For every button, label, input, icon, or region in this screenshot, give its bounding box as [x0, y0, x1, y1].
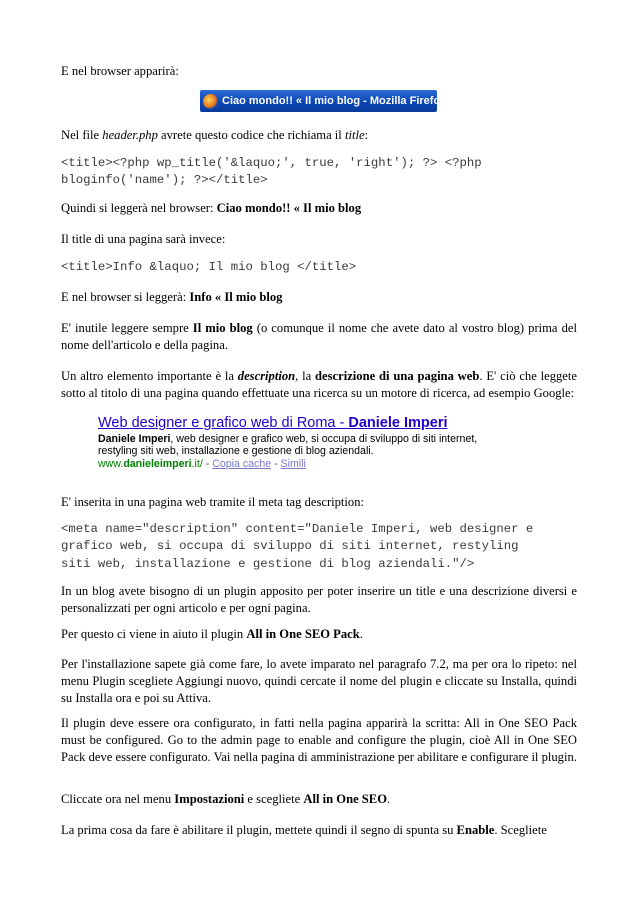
code-block-title-tag: <title><?php wp_title('&laquo;', true, 'right'); ?> <?php bloginfo('name'); ?></title> — [61, 156, 482, 188]
paragraph-useless-blog-name — [61, 320, 577, 354]
menu-all-in-one-seo: All in One SEO — [303, 792, 388, 806]
firefox-titlebar-image — [200, 90, 447, 112]
url-prefix: www. — [98, 457, 124, 470]
browser-title-example: Ciao mondo!! « Il mio blog — [216, 201, 362, 215]
text: Per questo ci viene in aiuto il plugin — [61, 627, 247, 641]
text: E nel browser si leggerà: — [61, 290, 190, 304]
plugin-name: All in One SEO Pack — [246, 627, 360, 641]
google-result-snippet — [98, 433, 478, 458]
text: Un altro elemento importante è la — [61, 369, 238, 383]
paragraph-description — [61, 368, 577, 402]
paragraph-page-title — [61, 231, 577, 248]
text: . E' ciò che leggete sotto al titolo di una pagina quando effettuate una ricerca su un motore di ricerca, ad esempio Google: — [61, 369, 577, 400]
description-term: description — [237, 369, 296, 383]
code-block-meta-description: <meta name="description" content="Daniele Imperi, web designer e grafico web, si occupa di sviluppo di siti internet, restyling siti web, installazione e gestione di blog aziendali."/> — [61, 522, 534, 571]
enable-option: Enable — [456, 823, 495, 837]
paragraph-plugin-name — [61, 626, 577, 643]
page-title-example: Info « Il mio blog — [189, 290, 283, 304]
text: E' inutile leggere sempre — [61, 321, 193, 335]
snippet-bold: Daniele Imperi — [98, 433, 171, 445]
text: : — [364, 128, 369, 142]
text: Nel file — [61, 128, 103, 142]
text: La prima cosa da fare è abilitare il plugin, mettete quindi il segno di spunta su — [61, 823, 457, 837]
title-bold: Daniele Imperi — [348, 415, 448, 431]
snippet-text: , web designer e grafico web, si occupa di sviluppo di siti internet, restyling siti web, installazione e gestione di blog aziendali. — [98, 433, 478, 458]
similar-link: Simili — [280, 457, 306, 470]
text: Cliccate ora nel menu — [61, 792, 175, 806]
code-block-page-title: <title>Info &laquo; Il mio blog </title> — [61, 260, 357, 274]
google-result-image — [98, 414, 478, 471]
url-suffix: .it/ — [191, 457, 203, 470]
text: . — [359, 627, 363, 641]
paragraph-settings-menu — [61, 791, 577, 808]
separator: - — [202, 457, 213, 470]
text: In un blog avete bisogno di un plugin apposito per poter inserire un title e una descrizione diversi e personalizzati per ogni articolo e per ogni pagina. — [61, 584, 577, 615]
paragraph-plugin-need — [61, 583, 577, 617]
paragraph-header-php — [61, 127, 577, 144]
google-result-url-line — [98, 458, 478, 471]
file-name: header.php — [102, 128, 158, 142]
paragraph-page-browser-result — [61, 289, 577, 306]
description-definition: descrizione di una pagina web — [315, 369, 480, 383]
paragraph-configuration — [61, 715, 577, 766]
text: Il title di una pagina sarà invece: — [61, 232, 226, 246]
text: , la — [295, 369, 316, 383]
firefox-window-title: Ciao mondo!! « Il mio blog - Mozilla Firefox — [222, 95, 447, 107]
paragraph-browser-intro — [61, 63, 577, 80]
separator: - — [271, 457, 281, 470]
firefox-icon — [203, 94, 218, 109]
title-text: Web designer e grafico web di Roma - — [98, 415, 349, 431]
url-domain: danieleimperi — [123, 457, 192, 470]
paragraph-installation — [61, 656, 577, 707]
text: . — [387, 792, 391, 806]
text: . Scegliete — [494, 823, 547, 837]
paragraph-browser-result — [61, 200, 577, 217]
cache-link: Copia cache — [212, 457, 272, 470]
text: avrete questo codice che richiama il — [157, 128, 345, 142]
text: E' inserita in una pagina web tramite il meta tag description: — [61, 495, 365, 509]
text: Quindi si leggerà nel browser: — [61, 201, 217, 215]
text: e scegliete — [244, 792, 304, 806]
paragraph-enable-plugin — [61, 822, 577, 839]
menu-impostazioni: Impostazioni — [174, 792, 245, 806]
title-term: title — [344, 128, 365, 142]
text: (o comunque il nome che avete dato al vostro blog) prima del nome dell'articolo e della pagina. — [61, 321, 577, 352]
blog-name: Il mio blog — [192, 321, 253, 335]
paragraph-meta-intro — [61, 494, 577, 511]
text: Per l'installazione sapete già come fare, lo avete imparato nel paragrafo 7.2, ma per ora lo ripeto: nel menu Plugin scegliete Aggiungi nuovo, quindi cercate il nome del plugin e cliccate su Installa, quindi su Installa ora e poi su Attiva. — [61, 657, 577, 705]
text: Il plugin deve essere ora configurato, in fatti nella pagina apparirà la scritta: All in One SEO Pack must be configured. Go to the admin page to enable and configure the plugin, cioè All in One SEO Pack deve essere configurato. Vai nella pagina di amministrazione per abilitare e configurare il plugin. — [61, 716, 577, 764]
text: E nel browser apparirà: — [61, 64, 179, 78]
google-result-title — [98, 414, 478, 432]
